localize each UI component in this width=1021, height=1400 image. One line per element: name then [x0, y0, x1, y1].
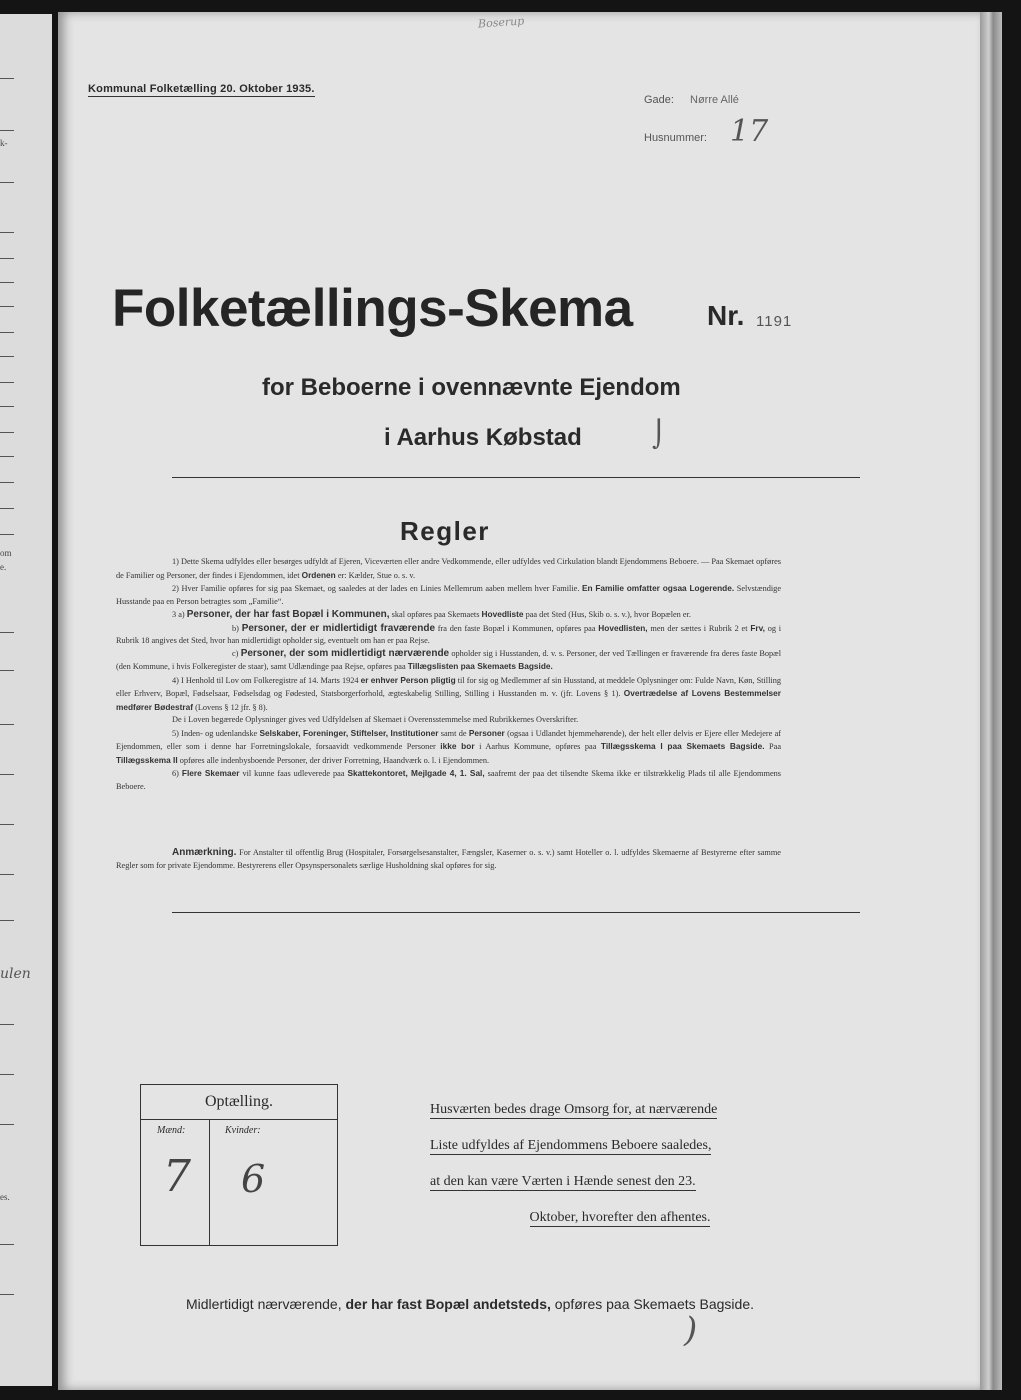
street-label: Gade: — [644, 94, 674, 106]
pen-mark: ⌡ — [652, 420, 666, 450]
page-edge — [980, 12, 1002, 1390]
census-date-line: Kommunal Folketælling 20. Oktober 1935. — [88, 83, 315, 95]
form-number-label: Nr. — [707, 300, 745, 331]
tally-title: Optælling. — [204, 1093, 273, 1110]
top-stamp: Boserup — [477, 14, 525, 31]
women-label: Kvinder: — [225, 1125, 261, 1136]
divider — [172, 477, 860, 478]
house-number-label: Husnummer: — [644, 132, 707, 144]
form-subtitle-1: for Beboerne i ovennævnte Ejendom — [262, 374, 681, 401]
tally-box — [140, 1084, 338, 1246]
left-fragment-text: e. — [0, 562, 7, 572]
form-number-value: 1191 — [756, 313, 793, 330]
rules-heading: Regler — [400, 516, 490, 546]
left-fragment-text: k- — [0, 138, 8, 148]
footer-instruction: Midlertidigt nærværende, der har fast Bopæl andetsteds, opføres paa Skemaets Bagside. — [185, 1296, 755, 1312]
form-subtitle-2: i Aarhus Købstad — [384, 424, 582, 451]
left-handwriting: ulen — [0, 966, 31, 982]
landlord-notice: Husværten bedes drage Omsorg for, at nærværende Liste udfyldes af Ejendommens Beboere saaledes, at den kan være Værten i Hænde senest den 23. Oktober, hvorefter den afhentes. — [430, 1102, 718, 1225]
divider — [172, 912, 860, 913]
pen-mark: ) — [684, 1310, 698, 1350]
form-title: Folketællings-Skema — [112, 279, 633, 338]
rules-text: 1) Dette Skema udfyldes eller besørges udfyldt af Ejeren, Viceværten eller andre Vedkommende, eller udfyldes ved Cirkulation blandt Ejendommens Beboere. — Paa Skemaet opføres de Familier og Personer, der findes i Ejendommen, idet Ordenen er: Kælder, Stue o. s. v. 2) Hver Familie opføres for sig paa Skemaet, og saaledes at der lades en Linies Mellemrum aaben mellem hver Familie. En Familie omfatter ogsaa Logerende. Selvstændige Husstande paa en Person betragtes som „Familie“. 3 a) Personer, der har fast Bopæl i Kommunen, skal opføres paa Skemaets Hovedliste paa det Sted (Hus, Skib o. s. v.), hvor Bopælen er. b) Personer, der er midlertidigt fraværende fra den faste Bopæl i Kommunen, opføres paa Hovedlisten, men der sættes i Rubrik 2 et Frv, og i Rubrik 18 angives det Sted, hvor han midlertidigt opholder sig, eventuelt om han er paa Rejse. c) Personer, der som midlertidigt nærværende opholder sig i Husstanden, d. v. s. Personer, der ved Tællingen er fraværende fra deres faste Bopæl (den Kommune, i hvis Folkeregister de staar), samt Udlændinge paa Rejse, opføres paa Tillægslisten paa Skemaets Bagside. 4) I Henhold til Lov om Folkeregistre af 14. Marts 1924 er enhver Person pligtig til for sig og Medlemmer af sin Husstand, at meddele Oplysninger om: Fulde Navn, Køn, Stilling eller Erhverv, Bopæl, Fødselsaar, Fødselsdag og Fødested, Statsborgerforhold, ægteskabelig Stilling, Stilling i Husstanden m. v. (jfr. Lovens § 1). Overtrædelse af Lovens Bestemmelser medfører Bødestraf (Lovens § 12 jfr. § 8). De i Loven begærede Oplysninger gives ved Udfyldelsen af Skemaet i Overensstemmelse med Rubrikkernes Overskrifter. 5) Inden- og udenlandske Selskaber, Foreninger, Stiftelser, Institutioner samt de Personer (ogsaa i Udlandet hjemmehørende), der helt eller delvis er Ejere eller Medejere af Ejendommen, eller som i denne har Forretningslokale, forsaavidt vedkommende Personer ikke bor i Aarhus Kommune, opføres paa Tillægsskema I paa Skemaets Bagside. Paa Tillægsskema II opføres alle indenbysboende Personer, der driver Forretning, Haandværk o. l. i Ejendommen. 6) Flere Skemaer vil kunne faas udleverede paa Skattekontoret, Mejlgade 4, 1. Sal, saafremt der paa det tilsendte Skema ikke er tilstrækkelig Plads til alle Ejendommens Beboere. — [116, 557, 782, 791]
left-fragment-text: om — [0, 548, 12, 558]
men-label: Mænd: — [157, 1125, 186, 1136]
women-count: 6 — [241, 1157, 266, 1201]
men-count: 7 — [163, 1151, 191, 1202]
house-number-value: 17 — [730, 114, 769, 149]
left-page-fragment — [0, 14, 52, 1386]
remark-text: Anmærkning. For Anstalter til offentlig Brug (Hospitaler, Forsørgelsesanstalter, Fængsler, Kaserner o. s. v.) samt Hoteller o. l. udfyldes Skemaerne af Bestyrerne efter samme Regler som for private Ejendomme. Bestyrerens eller Opsynspersonalets særlige Husholdning skal opføres for sig. — [116, 847, 781, 870]
street-value: Nørre Allé — [690, 94, 739, 106]
left-fragment-text: es. — [0, 1192, 10, 1202]
